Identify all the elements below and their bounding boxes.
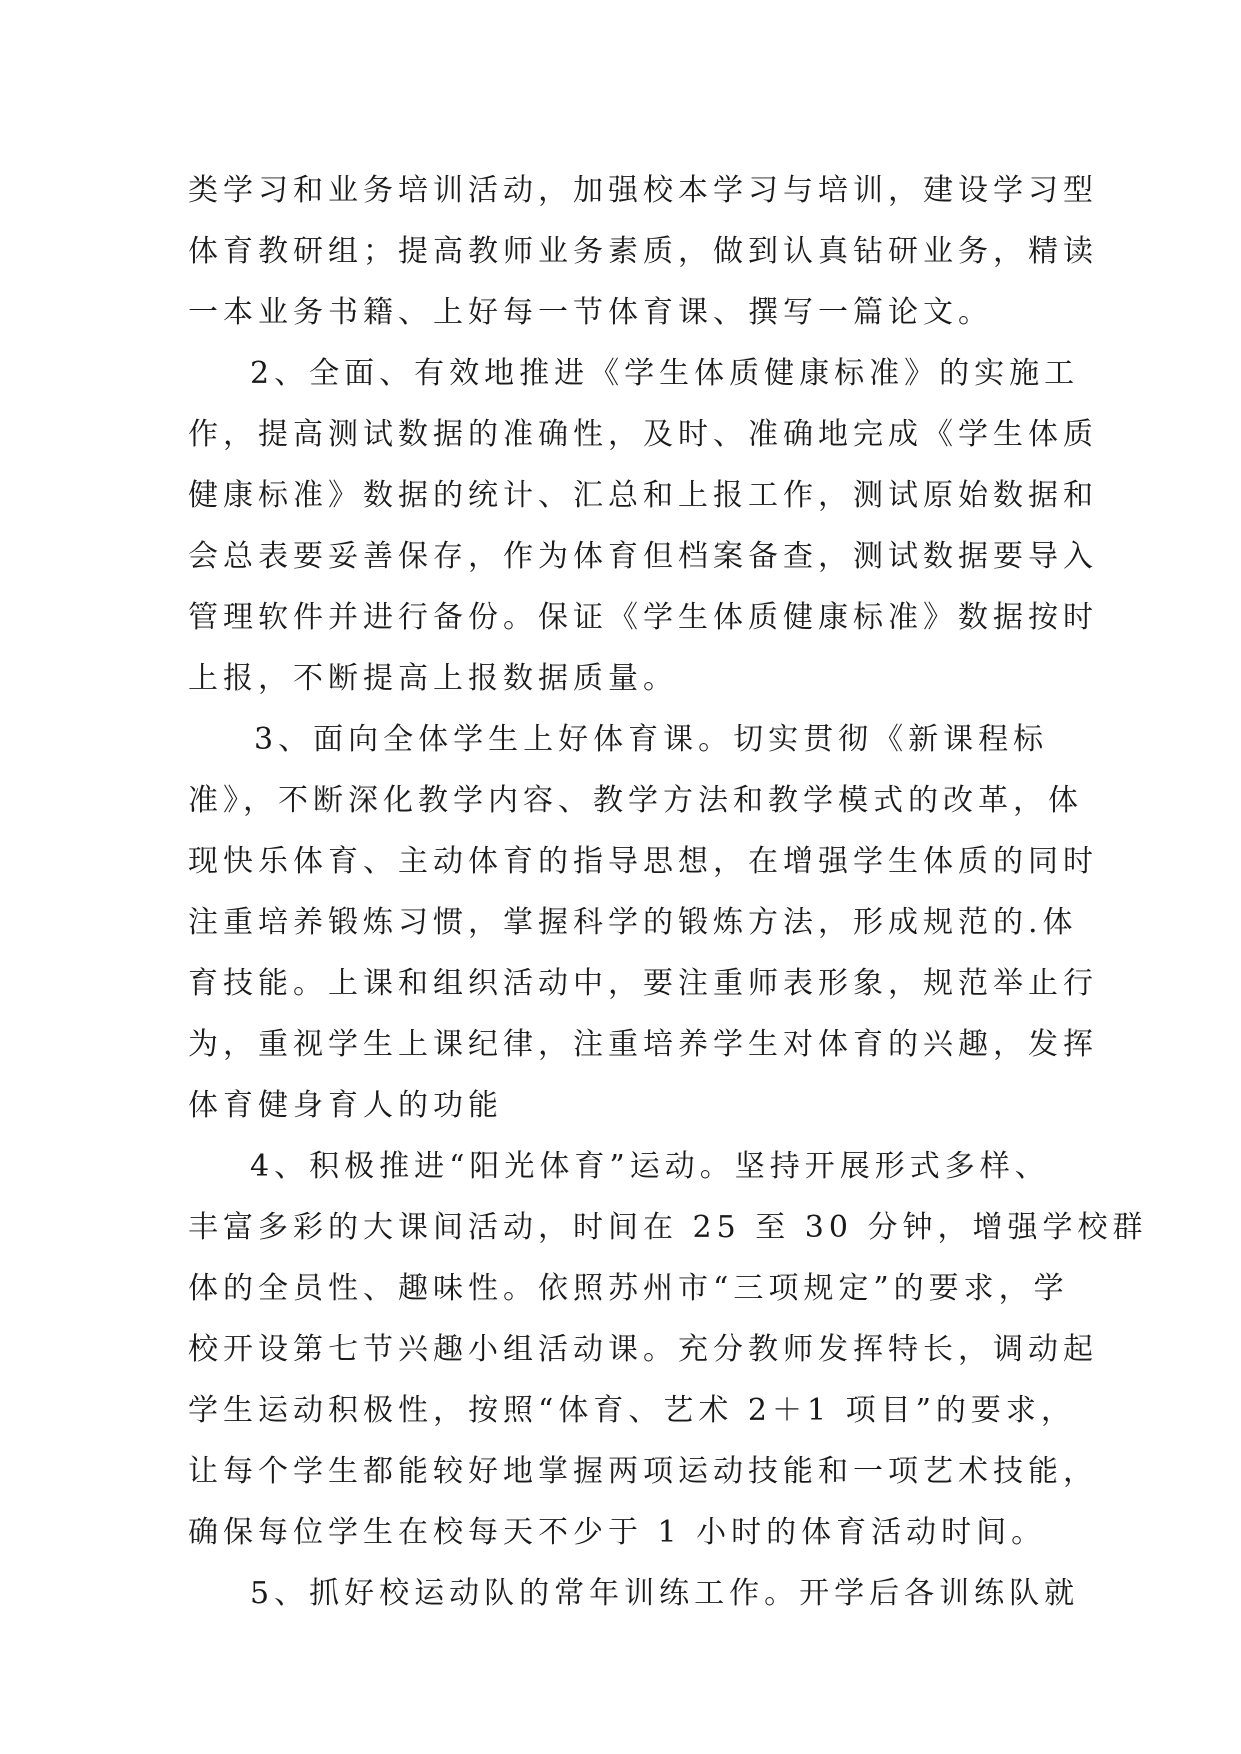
- text-line: 学生运动积极性，按照“体育、艺术 2＋1 项目”的要求，: [188, 1393, 1076, 1428]
- paragraph-3-start: 3、面向全体学生上好体育课。切实贯彻《新课程标: [254, 722, 1049, 757]
- text-line: 一本业务书籍、上好每一节体育课、撰写一篇论文。: [188, 295, 993, 330]
- text-line: 体的全员性、趣味性。依照苏州市“三项规定”的要求，学: [188, 1271, 1069, 1306]
- text-line: 准》，不断深化教学内容、教学方法和教学模式的改革，体: [188, 783, 1083, 818]
- paragraph-2-start: 2、全面、有效地推进《学生体质健康标准》的实施工: [250, 356, 1080, 391]
- text-line: 会总表要妥善保存，作为体育但档案备查，测试数据要导入: [188, 539, 1098, 574]
- text-line: 现快乐体育、主动体育的指导思想，在增强学生体质的同时: [188, 844, 1098, 879]
- text-line: 育技能。上课和组织活动中，要注重师表形象，规范举止行: [188, 966, 1098, 1001]
- text-line: 类学习和业务培训活动，加强校本学习与培训，建设学习型: [188, 173, 1098, 208]
- text-line: 确保每位学生在校每天不少于 1 小时的体育活动时间。: [188, 1515, 1047, 1550]
- text-line: 上报，不断提高上报数据质量。: [188, 661, 678, 696]
- paragraph-5-start: 5、抓好校运动队的常年训练工作。开学后各训练队就: [250, 1576, 1080, 1611]
- text-line: 管理软件并进行备份。保证《学生体质健康标准》数据按时: [188, 600, 1098, 635]
- text-line: 健康标准》数据的统计、汇总和上报工作，测试原始数据和: [188, 478, 1098, 513]
- text-line: 体育教研组；提高教师业务素质，做到认真钻研业务，精读: [188, 234, 1098, 269]
- text-line: 丰富多彩的大课间活动，时间在 25 至 30 分钟，增强学校群: [188, 1210, 1148, 1245]
- text-line: 体育健身育人的功能: [188, 1088, 503, 1123]
- text-line: 作，提高测试数据的准确性，及时、准确地完成《学生体质: [188, 417, 1098, 452]
- document-body: [188, 160, 1148, 1624]
- text-line: 让每个学生都能较好地掌握两项运动技能和一项艺术技能，: [188, 1454, 1098, 1489]
- text-line: 注重培养锻炼习惯，掌握科学的锻炼方法，形成规范的.体: [188, 905, 1078, 940]
- paragraph-4-start: 4、积极推进“阳光体育”运动。坚持开展形式多样、: [250, 1149, 1050, 1184]
- text-line: 校开设第七节兴趣小组活动课。充分教师发挥特长，调动起: [188, 1332, 1098, 1367]
- text-line: 为，重视学生上课纪律，注重培养学生对体育的兴趣，发挥: [188, 1027, 1098, 1062]
